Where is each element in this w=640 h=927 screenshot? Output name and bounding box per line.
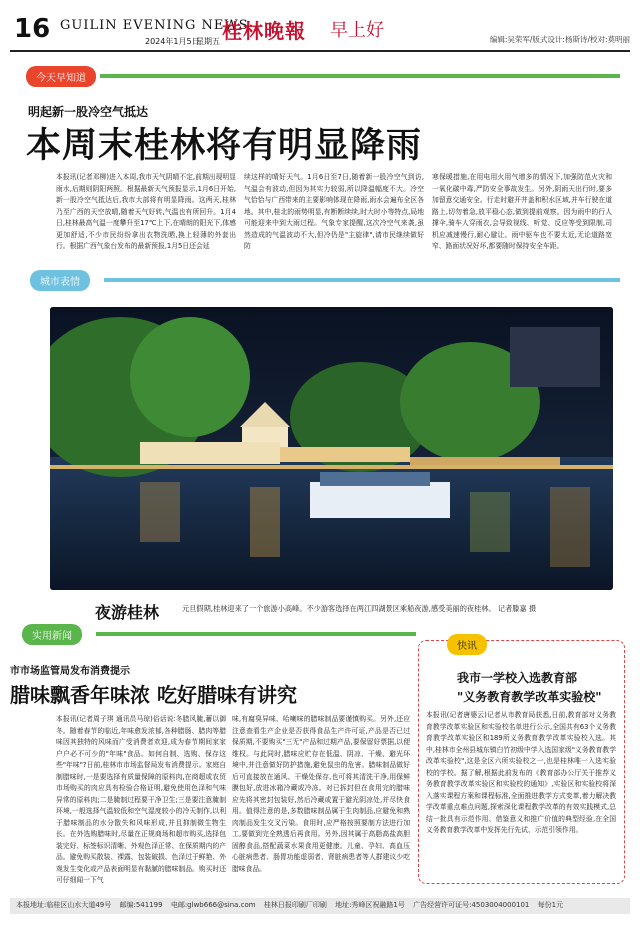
quick-news-title-line2: "义务教育教学改革实验校" [457, 690, 602, 704]
footer-address: 本报地址:临桂区山水大道49号 [16, 901, 112, 909]
page-footer [10, 898, 630, 914]
editors-credit: 编辑:吴荣军/版式设计:杨斯诗/校对:莫明丽 [489, 35, 630, 44]
weather-section-tag: 今天早知道 [26, 66, 96, 87]
night-river-photo [50, 307, 613, 590]
weather-body-col2: 续这样的晴好天气。1月6日至7日,随着新一股冷空气到访,气温会有波动,但因为其实力较弱,所以降温幅度不大。冷空气恰恰与广西带来的主要影响体现在降雨,雨水会遍布全区各地。其中,桂北的雨势明显,有断断续续,时大时小等特点,局地可能迎来中到大雨过程。气象专家提醒,这次冷空气来袭,虽然造成的气温波动不大,但冷仍是"主旋律",请市民继续做好防 [244, 173, 424, 250]
night-river-illustration [50, 307, 613, 590]
city-section-tag: 城市表情 [30, 270, 90, 291]
news-body-col2: 味,有腐臭异味、哈喇味的腊味制品要谨慎购买。另外,还应注意查看生产企业是否获得食品生产许可证,产品是否已过保质期,不要购买"三无"产品和过期产品,要保留好票据,以便维权。与此同时,腊味应贮存在低温、阴凉、干燥、避光环境中,并注意做好防护措施,避免鼠虫的危害。腊味制品做好后可直接放在通风、干燥处保存,也可将其清洗干净,用保鲜膜包好,放进冰箱冷藏或冷冻。对已拆封但在食用完的腊味应先将其密封包装好,然后冷藏或置于避光阴凉处,并尽快食用。值得注意的是,多数腊味制品属于生肉制品,应避免和熟肉制品发生交叉污染。食用时,应严格按照要制方法进行加工,要做到完全熟透后再食用。另外,因其属于高脂高盐高胆固醇食品,搭配蔬菜水果食用更健康。儿童、孕妇、高血压心脏病患者、肠胃功能虚弱者、肾脏病患者等人群建议少吃腊味食品。 [232, 715, 410, 873]
section-rule [104, 278, 620, 282]
masthead-divider [10, 50, 630, 52]
footer-email: 电邮:glwb666@sina.com [170, 901, 256, 909]
weather-headline: 本周末桂林将有明显降雨 [26, 126, 423, 166]
news-headline: 腊味飘香年味浓 吃好腊味有讲究 [10, 683, 297, 707]
quick-news-tag: 快讯 [447, 634, 487, 655]
section-rule [100, 74, 620, 78]
news-body-col1: 本报讯(记者周子琪 通讯员马琼)俗话说:冬腊风腌,蓄以御冬。随着春节的临近,年味愈发浓郁,各种腊肠、腊肉等腊味因其独特的风味而广受消费者欢迎,成为春节期间家家户户必不可少的"年味"食品。如何自制、选购、保存这些"年味"?日前,桂林市市场监督局发布消费提示。家庭自制腊味时,一是要选择有质量保障的原料肉,在商超或农贸市场购买的肉应具有检验合格证明,避免使用色泽和气味异常的原料肉;二是腌制过程要干净卫生;三是要注意腌制环境,一般选择气温较低和空气湿度较小的冷天制作,以利于腊味制品的水分散失和风味形成,并且抑制微生物生长。在外选购腊味时,尽量在正规商场和超市购买,选择包装完好、标签标识清晰、外观色泽正常、在保质期内的产品。避免购买散装、裸露、包装破损、色泽过于鲜艳、外观发生变化或产品表面明显有黏腻的腊味制品。购买时还可仔细闻一下气 [56, 715, 226, 884]
news-subtitle: 市市场监管局发布消费提示 [10, 666, 130, 677]
paper-name: GUILIN EVENING NEWS [60, 18, 249, 33]
page-number: 16 [14, 14, 51, 44]
photo-title: 夜游桂林 [95, 603, 160, 622]
footer-price: 每份1元 [537, 901, 564, 909]
issue-weekday: 星期五 [196, 37, 220, 46]
weather-body-col3: 寒保暖措施,在用电用火用气增多的情况下,加强防范火灾和一氧化碳中毒,严防安全事故发生。另外,阴雨天出行时,要多加留意交通安全。行走时避开井盖和积水区域,并车行驶在道路上,切勿着急,放平稳心态,做到提前观察。因为雨中的行人撑伞,骑车人穿雨衣,会导致视线、听觉、反应等受到限制,司机应减速慢行,耐心避让。雨中驱车也不要太近,无论道路宽窄、路面状况好坏,都要随时保持安全车距。 [432, 173, 612, 250]
weather-subtitle: 明起新一股冷空气抵达 [28, 105, 149, 119]
issue-date: 2024年1月5日 [145, 37, 200, 46]
footer-postcode: 邮编:541199 [119, 901, 163, 909]
footer-printer-address: 地址:秀峰区祝融路1号 [335, 901, 405, 909]
section-logo: 早上好 [330, 20, 384, 41]
paper-logo: 桂林晚報 [222, 19, 306, 43]
weather-body-col1: 本报讯(记者邓柳)进入本周,我市天气阴晴不定,前期出现明显雨水,后期则阴阳两照。根据最新天气预报显示,1月6日开始,新一股冷空气抵达后,我市大部将有明显降雨。这两天,桂林乃至广西的天空放晴,随着天气好转,气温也有所回升。1月4日,桂林最高气温一度攀升至17℃上下,在晴朗的阳光下,体感更加舒适,不少市民纷纷拿出衣物洗晒,换上轻薄的外套出行。根据广西气象台发布的最新预报,1月5日还会延 [56, 173, 236, 250]
quick-news-title-line1: 我市一学校入选教育部 [457, 671, 578, 685]
footer-printer: 桂林日报印刷厂印刷 [263, 901, 327, 909]
news-section-tag: 实用新闻 [22, 624, 82, 645]
footer-license: 广告经营许可证号:4503004000101 [413, 901, 530, 909]
section-rule [96, 632, 416, 636]
quick-news-body: 本报讯(记者唐婆云)记者从市教育局获悉,日前,教育部对义务教育教学改革实验区和实验校名单进行公示,全国共有63个义务教育教学改革实验区和189所义务教育教学改革实验校入选。其中,桂林市全州县城东镇白竹初级中学入选国家级"义务教育教学改革实验校",这是全区六所实验校之一,也是桂林唯一入选实验校的学校。据了解,根据此前发布的《教育部办公厅关于推荐义务教育教学改革实验区和实验校的通知》,实验区和实验校将深入落实课程方案和课程标准,全面推进教学方式变革,着力解决教学改革重点难点问题,探索深化课程教学改革的有效实践模式,总结一批具有示范作用、借鉴意义和推广价值的典型经验,在全国义务教育教学改革中发挥先行先试、示范引领作用。 [426, 711, 616, 834]
photo-caption: 元旦假期,桂林迎来了一个旅游小高峰。不少游客选择在两江四湖景区乘船夜游,感受美丽的夜桂林。 记者滕嘉 摄 [182, 604, 537, 613]
